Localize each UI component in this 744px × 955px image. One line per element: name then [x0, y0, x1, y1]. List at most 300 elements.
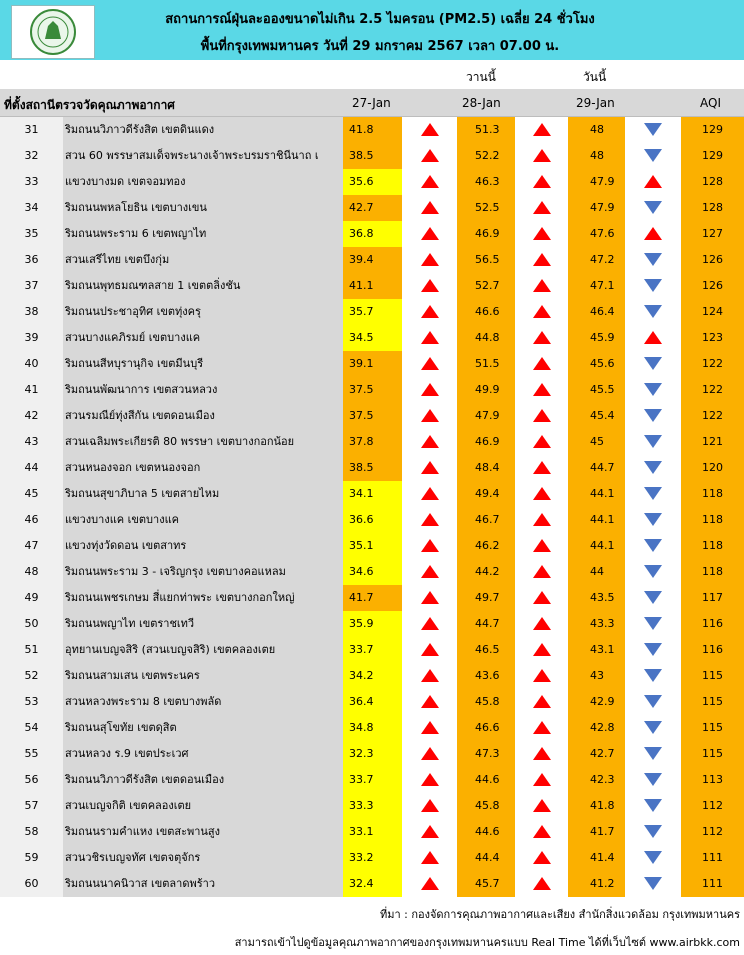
- up-triangle-icon: [421, 721, 439, 734]
- up-triangle-icon: [421, 123, 439, 136]
- up-triangle-icon: [533, 383, 551, 396]
- pm25-28jan: 52.2: [457, 143, 515, 169]
- pm25-27jan: 34.5: [343, 325, 402, 351]
- trend-28-29-icon: [515, 637, 568, 663]
- trend-27-28-icon: [402, 507, 457, 533]
- pm25-28jan: 43.6: [457, 663, 515, 689]
- pm25-27jan: 33.3: [343, 793, 402, 819]
- trend-29-icon: [625, 377, 681, 403]
- trend-28-29-icon: [515, 195, 568, 221]
- up-triangle-icon: [533, 435, 551, 448]
- pm25-27jan: 39.4: [343, 247, 402, 273]
- aqi-value: 111: [681, 871, 744, 897]
- up-triangle-icon: [421, 617, 439, 630]
- down-triangle-icon: [644, 305, 662, 318]
- pm25-28jan: 46.7: [457, 507, 515, 533]
- trend-27-28-icon: [402, 221, 457, 247]
- pm25-27jan: 33.2: [343, 845, 402, 871]
- trend-27-28-icon: [402, 871, 457, 897]
- trend-29-icon: [625, 247, 681, 273]
- station-number: 46: [0, 507, 63, 533]
- table-row: [0, 819, 744, 845]
- station-number: 58: [0, 819, 63, 845]
- station-number: 47: [0, 533, 63, 559]
- down-triangle-icon: [644, 513, 662, 526]
- pm25-28jan: 49.9: [457, 377, 515, 403]
- trend-27-28-icon: [402, 403, 457, 429]
- aqi-value: 115: [681, 715, 744, 741]
- station-number: 48: [0, 559, 63, 585]
- station-number: 56: [0, 767, 63, 793]
- station-location: ริมถนนรามคำแหง เขตสะพานสูง: [63, 819, 343, 845]
- trend-27-28-icon: [402, 559, 457, 585]
- aqi-value: 122: [681, 351, 744, 377]
- up-triangle-icon: [533, 877, 551, 890]
- pm25-27jan: 34.1: [343, 481, 402, 507]
- station-location: ริมถนนพญาไท เขตราชเทวี: [63, 611, 343, 637]
- down-triangle-icon: [644, 539, 662, 552]
- table-row: [0, 637, 744, 663]
- trend-28-29-icon: [515, 611, 568, 637]
- up-triangle-icon: [421, 383, 439, 396]
- trend-27-28-icon: [402, 689, 457, 715]
- trend-27-28-icon: [402, 455, 457, 481]
- aqi-value: 126: [681, 273, 744, 299]
- station-number: 42: [0, 403, 63, 429]
- trend-28-29-icon: [515, 819, 568, 845]
- station-number: 55: [0, 741, 63, 767]
- table-row: [0, 351, 744, 377]
- pm25-29jan: 42.9: [568, 689, 625, 715]
- trend-29-icon: [625, 221, 681, 247]
- up-triangle-icon: [533, 825, 551, 838]
- table-row: [0, 845, 744, 871]
- pm25-29jan: 44.1: [568, 533, 625, 559]
- location-column-header: ที่ตั้งสถานีตรวจวัดคุณภาพอากาศ: [4, 98, 175, 112]
- pm25-29jan: 47.2: [568, 247, 625, 273]
- source-note: ที่มา : กองจัดการคุณภาพอากาศและเสียง สำนักสิ่งแวดล้อม กรุงเทพมหานคร: [379, 908, 740, 921]
- pm25-28jan: 46.9: [457, 429, 515, 455]
- pm25-27jan: 37.5: [343, 403, 402, 429]
- up-triangle-icon: [533, 175, 551, 188]
- up-triangle-icon: [533, 747, 551, 760]
- up-triangle-icon: [421, 643, 439, 656]
- aqi-value: 115: [681, 663, 744, 689]
- pm25-27jan: 41.1: [343, 273, 402, 299]
- table-row: [0, 429, 744, 455]
- table-row: [0, 741, 744, 767]
- pm25-28jan: 45.8: [457, 689, 515, 715]
- up-triangle-icon: [421, 773, 439, 786]
- trend-27-28-icon: [402, 793, 457, 819]
- trend-28-29-icon: [515, 117, 568, 143]
- up-triangle-icon: [533, 695, 551, 708]
- down-triangle-icon: [644, 851, 662, 864]
- aqi-value: 115: [681, 741, 744, 767]
- pm25-27jan: 34.8: [343, 715, 402, 741]
- up-triangle-icon: [421, 279, 439, 292]
- aqi-value: 122: [681, 377, 744, 403]
- up-triangle-icon: [533, 487, 551, 500]
- pm25-27jan: 39.1: [343, 351, 402, 377]
- pm25-27jan: 33.1: [343, 819, 402, 845]
- up-triangle-icon: [421, 305, 439, 318]
- pm25-27jan: 33.7: [343, 637, 402, 663]
- trend-28-29-icon: [515, 741, 568, 767]
- table-row: [0, 403, 744, 429]
- trend-28-29-icon: [515, 507, 568, 533]
- up-triangle-icon: [533, 201, 551, 214]
- up-triangle-icon: [533, 721, 551, 734]
- pm25-29jan: 45.4: [568, 403, 625, 429]
- table-row: [0, 169, 744, 195]
- station-location: ริมถนนวิภาวดีรังสิต เขตดินแดง: [63, 117, 343, 143]
- trend-29-icon: [625, 663, 681, 689]
- up-triangle-icon: [533, 149, 551, 162]
- trend-28-29-icon: [515, 663, 568, 689]
- page-subtitle: พื้นที่กรุงเทพมหานคร วันที่ 29 มกราคม 2567 เวลา 07.00 น.: [200, 39, 560, 54]
- trend-28-29-icon: [515, 455, 568, 481]
- pm25-28jan: 44.4: [457, 845, 515, 871]
- pm25-28jan: 46.9: [457, 221, 515, 247]
- up-triangle-icon: [421, 435, 439, 448]
- trend-27-28-icon: [402, 169, 457, 195]
- aqi-value: 112: [681, 793, 744, 819]
- pm25-29jan: 47.6: [568, 221, 625, 247]
- trend-29-icon: [625, 819, 681, 845]
- aqi-value: 116: [681, 611, 744, 637]
- table-row: [0, 221, 744, 247]
- up-triangle-icon: [533, 253, 551, 266]
- trend-28-29-icon: [515, 585, 568, 611]
- trend-27-28-icon: [402, 715, 457, 741]
- trend-27-28-icon: [402, 585, 457, 611]
- down-triangle-icon: [644, 435, 662, 448]
- trend-29-icon: [625, 507, 681, 533]
- aqi-value: 118: [681, 507, 744, 533]
- pm25-27jan: 38.5: [343, 143, 402, 169]
- trend-27-28-icon: [402, 637, 457, 663]
- pm25-28jan: 52.5: [457, 195, 515, 221]
- up-triangle-icon: [644, 227, 662, 240]
- pm25-29jan: 41.7: [568, 819, 625, 845]
- up-triangle-icon: [533, 357, 551, 370]
- station-number: 41: [0, 377, 63, 403]
- aqi-value: 122: [681, 403, 744, 429]
- trend-29-icon: [625, 741, 681, 767]
- station-location: สวนรมณีย์ทุ่งสีกัน เขตดอนเมือง: [63, 403, 343, 429]
- pm25-27jan: 42.7: [343, 195, 402, 221]
- pm25-28jan: 49.4: [457, 481, 515, 507]
- aqi-value: 112: [681, 819, 744, 845]
- trend-29-icon: [625, 169, 681, 195]
- trend-28-29-icon: [515, 273, 568, 299]
- station-location: แขวงบางมด เขตจอมทอง: [63, 169, 343, 195]
- pm25-29jan: 45.9: [568, 325, 625, 351]
- aqi-value: 128: [681, 169, 744, 195]
- pm25-28jan: 46.6: [457, 299, 515, 325]
- trend-28-29-icon: [515, 247, 568, 273]
- pm25-29jan: 45.6: [568, 351, 625, 377]
- down-triangle-icon: [644, 877, 662, 890]
- trend-28-29-icon: [515, 169, 568, 195]
- pm25-27jan: 36.6: [343, 507, 402, 533]
- pm25-29jan: 42.3: [568, 767, 625, 793]
- down-triangle-icon: [644, 253, 662, 266]
- station-location: สวนหนองจอก เขตหนองจอก: [63, 455, 343, 481]
- trend-29-icon: [625, 715, 681, 741]
- up-triangle-icon: [421, 487, 439, 500]
- station-location: สวนบางแคภิรมย์ เขตบางแค: [63, 325, 343, 351]
- pm25-28jan: 44.2: [457, 559, 515, 585]
- down-triangle-icon: [644, 409, 662, 422]
- pm25-29jan: 44.7: [568, 455, 625, 481]
- station-number: 54: [0, 715, 63, 741]
- pm25-28jan: 44.7: [457, 611, 515, 637]
- up-triangle-icon: [421, 409, 439, 422]
- trend-28-29-icon: [515, 143, 568, 169]
- up-triangle-icon: [421, 825, 439, 838]
- up-triangle-icon: [533, 305, 551, 318]
- trend-28-29-icon: [515, 767, 568, 793]
- pm25-27jan: 35.1: [343, 533, 402, 559]
- trend-27-28-icon: [402, 611, 457, 637]
- pm25-28jan: 52.7: [457, 273, 515, 299]
- trend-27-28-icon: [402, 819, 457, 845]
- up-triangle-icon: [533, 617, 551, 630]
- trend-28-29-icon: [515, 559, 568, 585]
- trend-28-29-icon: [515, 715, 568, 741]
- pm25-28jan: 46.2: [457, 533, 515, 559]
- up-triangle-icon: [421, 175, 439, 188]
- table-row: [0, 481, 744, 507]
- trend-29-icon: [625, 871, 681, 897]
- trend-29-icon: [625, 429, 681, 455]
- trend-29-icon: [625, 611, 681, 637]
- pm25-29jan: 44: [568, 559, 625, 585]
- up-triangle-icon: [533, 851, 551, 864]
- up-triangle-icon: [421, 747, 439, 760]
- trend-28-29-icon: [515, 299, 568, 325]
- station-location: ริมถนนประชาอุทิศ เขตทุ่งครุ: [63, 299, 343, 325]
- pm25-29jan: 43.3: [568, 611, 625, 637]
- station-location: ริมถนนวิภาวดีรังสิต เขตดอนเมือง: [63, 767, 343, 793]
- up-triangle-icon: [421, 565, 439, 578]
- up-triangle-icon: [421, 591, 439, 604]
- pm25-27jan: 36.4: [343, 689, 402, 715]
- trend-29-icon: [625, 585, 681, 611]
- pm25-29jan: 45: [568, 429, 625, 455]
- table-row: [0, 663, 744, 689]
- down-triangle-icon: [644, 669, 662, 682]
- pm25-28jan: 49.7: [457, 585, 515, 611]
- up-triangle-icon: [533, 643, 551, 656]
- trend-27-28-icon: [402, 533, 457, 559]
- station-number: 60: [0, 871, 63, 897]
- down-triangle-icon: [644, 721, 662, 734]
- trend-28-29-icon: [515, 481, 568, 507]
- up-triangle-icon: [533, 227, 551, 240]
- station-number: 59: [0, 845, 63, 871]
- table-row: [0, 611, 744, 637]
- down-triangle-icon: [644, 591, 662, 604]
- down-triangle-icon: [644, 825, 662, 838]
- pm25-27jan: 37.8: [343, 429, 402, 455]
- trend-29-icon: [625, 637, 681, 663]
- station-number: 57: [0, 793, 63, 819]
- up-triangle-icon: [421, 877, 439, 890]
- realtime-note: สามารถเข้าไปดูข้อมูลคุณภาพอากาศของกรุงเทพมหานครแบบ Real Time ได้ที่เว็บไซต์ www.airbkk.com: [234, 936, 740, 949]
- aqi-value: 128: [681, 195, 744, 221]
- pm25-29jan: 47.1: [568, 273, 625, 299]
- up-triangle-icon: [421, 539, 439, 552]
- title-banner: [0, 0, 744, 60]
- up-triangle-icon: [533, 461, 551, 474]
- today-label: วันนี้: [583, 70, 607, 84]
- table-row: [0, 299, 744, 325]
- pm25-27jan: 38.5: [343, 455, 402, 481]
- pm25-27jan: 41.8: [343, 117, 402, 143]
- up-triangle-icon: [421, 357, 439, 370]
- trend-29-icon: [625, 403, 681, 429]
- trend-29-icon: [625, 273, 681, 299]
- pm25-29jan: 44.1: [568, 507, 625, 533]
- up-triangle-icon: [533, 591, 551, 604]
- station-location: ริมถนนสุขาภิบาล 5 เขตสายไหม: [63, 481, 343, 507]
- aqi-value: 126: [681, 247, 744, 273]
- station-location: ริมถนนพระราม 3 - เจริญกรุง เขตบางคอแหลม: [63, 559, 343, 585]
- pm25-27jan: 41.7: [343, 585, 402, 611]
- station-number: 32: [0, 143, 63, 169]
- aqi-value: 111: [681, 845, 744, 871]
- trend-27-28-icon: [402, 663, 457, 689]
- pm25-27jan: 35.7: [343, 299, 402, 325]
- table-row: [0, 767, 744, 793]
- aqi-value: 123: [681, 325, 744, 351]
- up-triangle-icon: [533, 409, 551, 422]
- up-triangle-icon: [421, 799, 439, 812]
- table-row: [0, 533, 744, 559]
- trend-28-29-icon: [515, 221, 568, 247]
- up-triangle-icon: [421, 201, 439, 214]
- pm25-29jan: 47.9: [568, 169, 625, 195]
- up-triangle-icon: [533, 539, 551, 552]
- pm25-29jan: 44.1: [568, 481, 625, 507]
- pm25-28jan: 46.3: [457, 169, 515, 195]
- station-number: 53: [0, 689, 63, 715]
- pm25-29jan: 48: [568, 143, 625, 169]
- trend-27-28-icon: [402, 299, 457, 325]
- pm25-29jan: 42.8: [568, 715, 625, 741]
- trend-27-28-icon: [402, 273, 457, 299]
- pm25-27jan: 36.8: [343, 221, 402, 247]
- station-location: ริมถนนสีหบุรานุกิจ เขตมีนบุรี: [63, 351, 343, 377]
- station-number: 38: [0, 299, 63, 325]
- trend-27-28-icon: [402, 845, 457, 871]
- station-location: สวน 60 พรรษาสมเด็จพระนางเจ้าพระบรมราชินีนาถ เ: [63, 143, 343, 169]
- down-triangle-icon: [644, 799, 662, 812]
- trend-27-28-icon: [402, 429, 457, 455]
- station-number: 33: [0, 169, 63, 195]
- table-row: [0, 273, 744, 299]
- trend-27-28-icon: [402, 195, 457, 221]
- date2-column-header: 28-Jan: [462, 96, 501, 110]
- pm25-28jan: 45.8: [457, 793, 515, 819]
- table-row: [0, 871, 744, 897]
- station-location: ริมถนนพัฒนาการ เขตสวนหลวง: [63, 377, 343, 403]
- table-row: [0, 507, 744, 533]
- pm25-29jan: 41.2: [568, 871, 625, 897]
- trend-28-29-icon: [515, 351, 568, 377]
- trend-29-icon: [625, 767, 681, 793]
- pm25-29jan: 46.4: [568, 299, 625, 325]
- up-triangle-icon: [533, 279, 551, 292]
- table-row: [0, 117, 744, 143]
- up-triangle-icon: [533, 773, 551, 786]
- station-location: สวนหลวงพระราม 8 เขตบางพลัด: [63, 689, 343, 715]
- station-number: 31: [0, 117, 63, 143]
- up-triangle-icon: [421, 695, 439, 708]
- pm25-29jan: 43.1: [568, 637, 625, 663]
- station-number: 37: [0, 273, 63, 299]
- down-triangle-icon: [644, 279, 662, 292]
- trend-27-28-icon: [402, 247, 457, 273]
- station-number: 51: [0, 637, 63, 663]
- trend-27-28-icon: [402, 325, 457, 351]
- station-number: 40: [0, 351, 63, 377]
- trend-28-29-icon: [515, 377, 568, 403]
- trend-29-icon: [625, 299, 681, 325]
- aqi-value: 121: [681, 429, 744, 455]
- aqi-value: 116: [681, 637, 744, 663]
- up-triangle-icon: [421, 461, 439, 474]
- yesterday-label: วานนี้: [466, 70, 496, 84]
- down-triangle-icon: [644, 383, 662, 396]
- pm25-28jan: 44.6: [457, 819, 515, 845]
- trend-29-icon: [625, 455, 681, 481]
- pm25-27jan: 33.7: [343, 767, 402, 793]
- table-row: [0, 793, 744, 819]
- pm25-28jan: 56.5: [457, 247, 515, 273]
- station-location: สวนเบญจกิติ เขตคลองเตย: [63, 793, 343, 819]
- trend-28-29-icon: [515, 845, 568, 871]
- aqi-value: 117: [681, 585, 744, 611]
- down-triangle-icon: [644, 201, 662, 214]
- aqi-value: 129: [681, 143, 744, 169]
- pm25-29jan: 41.8: [568, 793, 625, 819]
- trend-28-29-icon: [515, 403, 568, 429]
- station-location: สวนเฉลิมพระเกียรติ 80 พรรษา เขตบางกอกน้อย: [63, 429, 343, 455]
- down-triangle-icon: [644, 643, 662, 656]
- table-row: [0, 585, 744, 611]
- trend-29-icon: [625, 845, 681, 871]
- trend-28-29-icon: [515, 429, 568, 455]
- up-triangle-icon: [421, 513, 439, 526]
- trend-29-icon: [625, 117, 681, 143]
- station-location: สวนวชิรเบญจทัศ เขตจตุจักร: [63, 845, 343, 871]
- station-location: สวนหลวง ร.9 เขตประเวศ: [63, 741, 343, 767]
- trend-28-29-icon: [515, 533, 568, 559]
- station-number: 49: [0, 585, 63, 611]
- station-location: สวนเสรีไทย เขตบึงกุ่ม: [63, 247, 343, 273]
- up-triangle-icon: [421, 851, 439, 864]
- down-triangle-icon: [644, 747, 662, 760]
- station-location: ริมถนนนาคนิวาส เขตลาดพร้าว: [63, 871, 343, 897]
- pm25-28jan: 46.6: [457, 715, 515, 741]
- bma-logo: [11, 5, 95, 59]
- up-triangle-icon: [421, 331, 439, 344]
- pm25-29jan: 45.5: [568, 377, 625, 403]
